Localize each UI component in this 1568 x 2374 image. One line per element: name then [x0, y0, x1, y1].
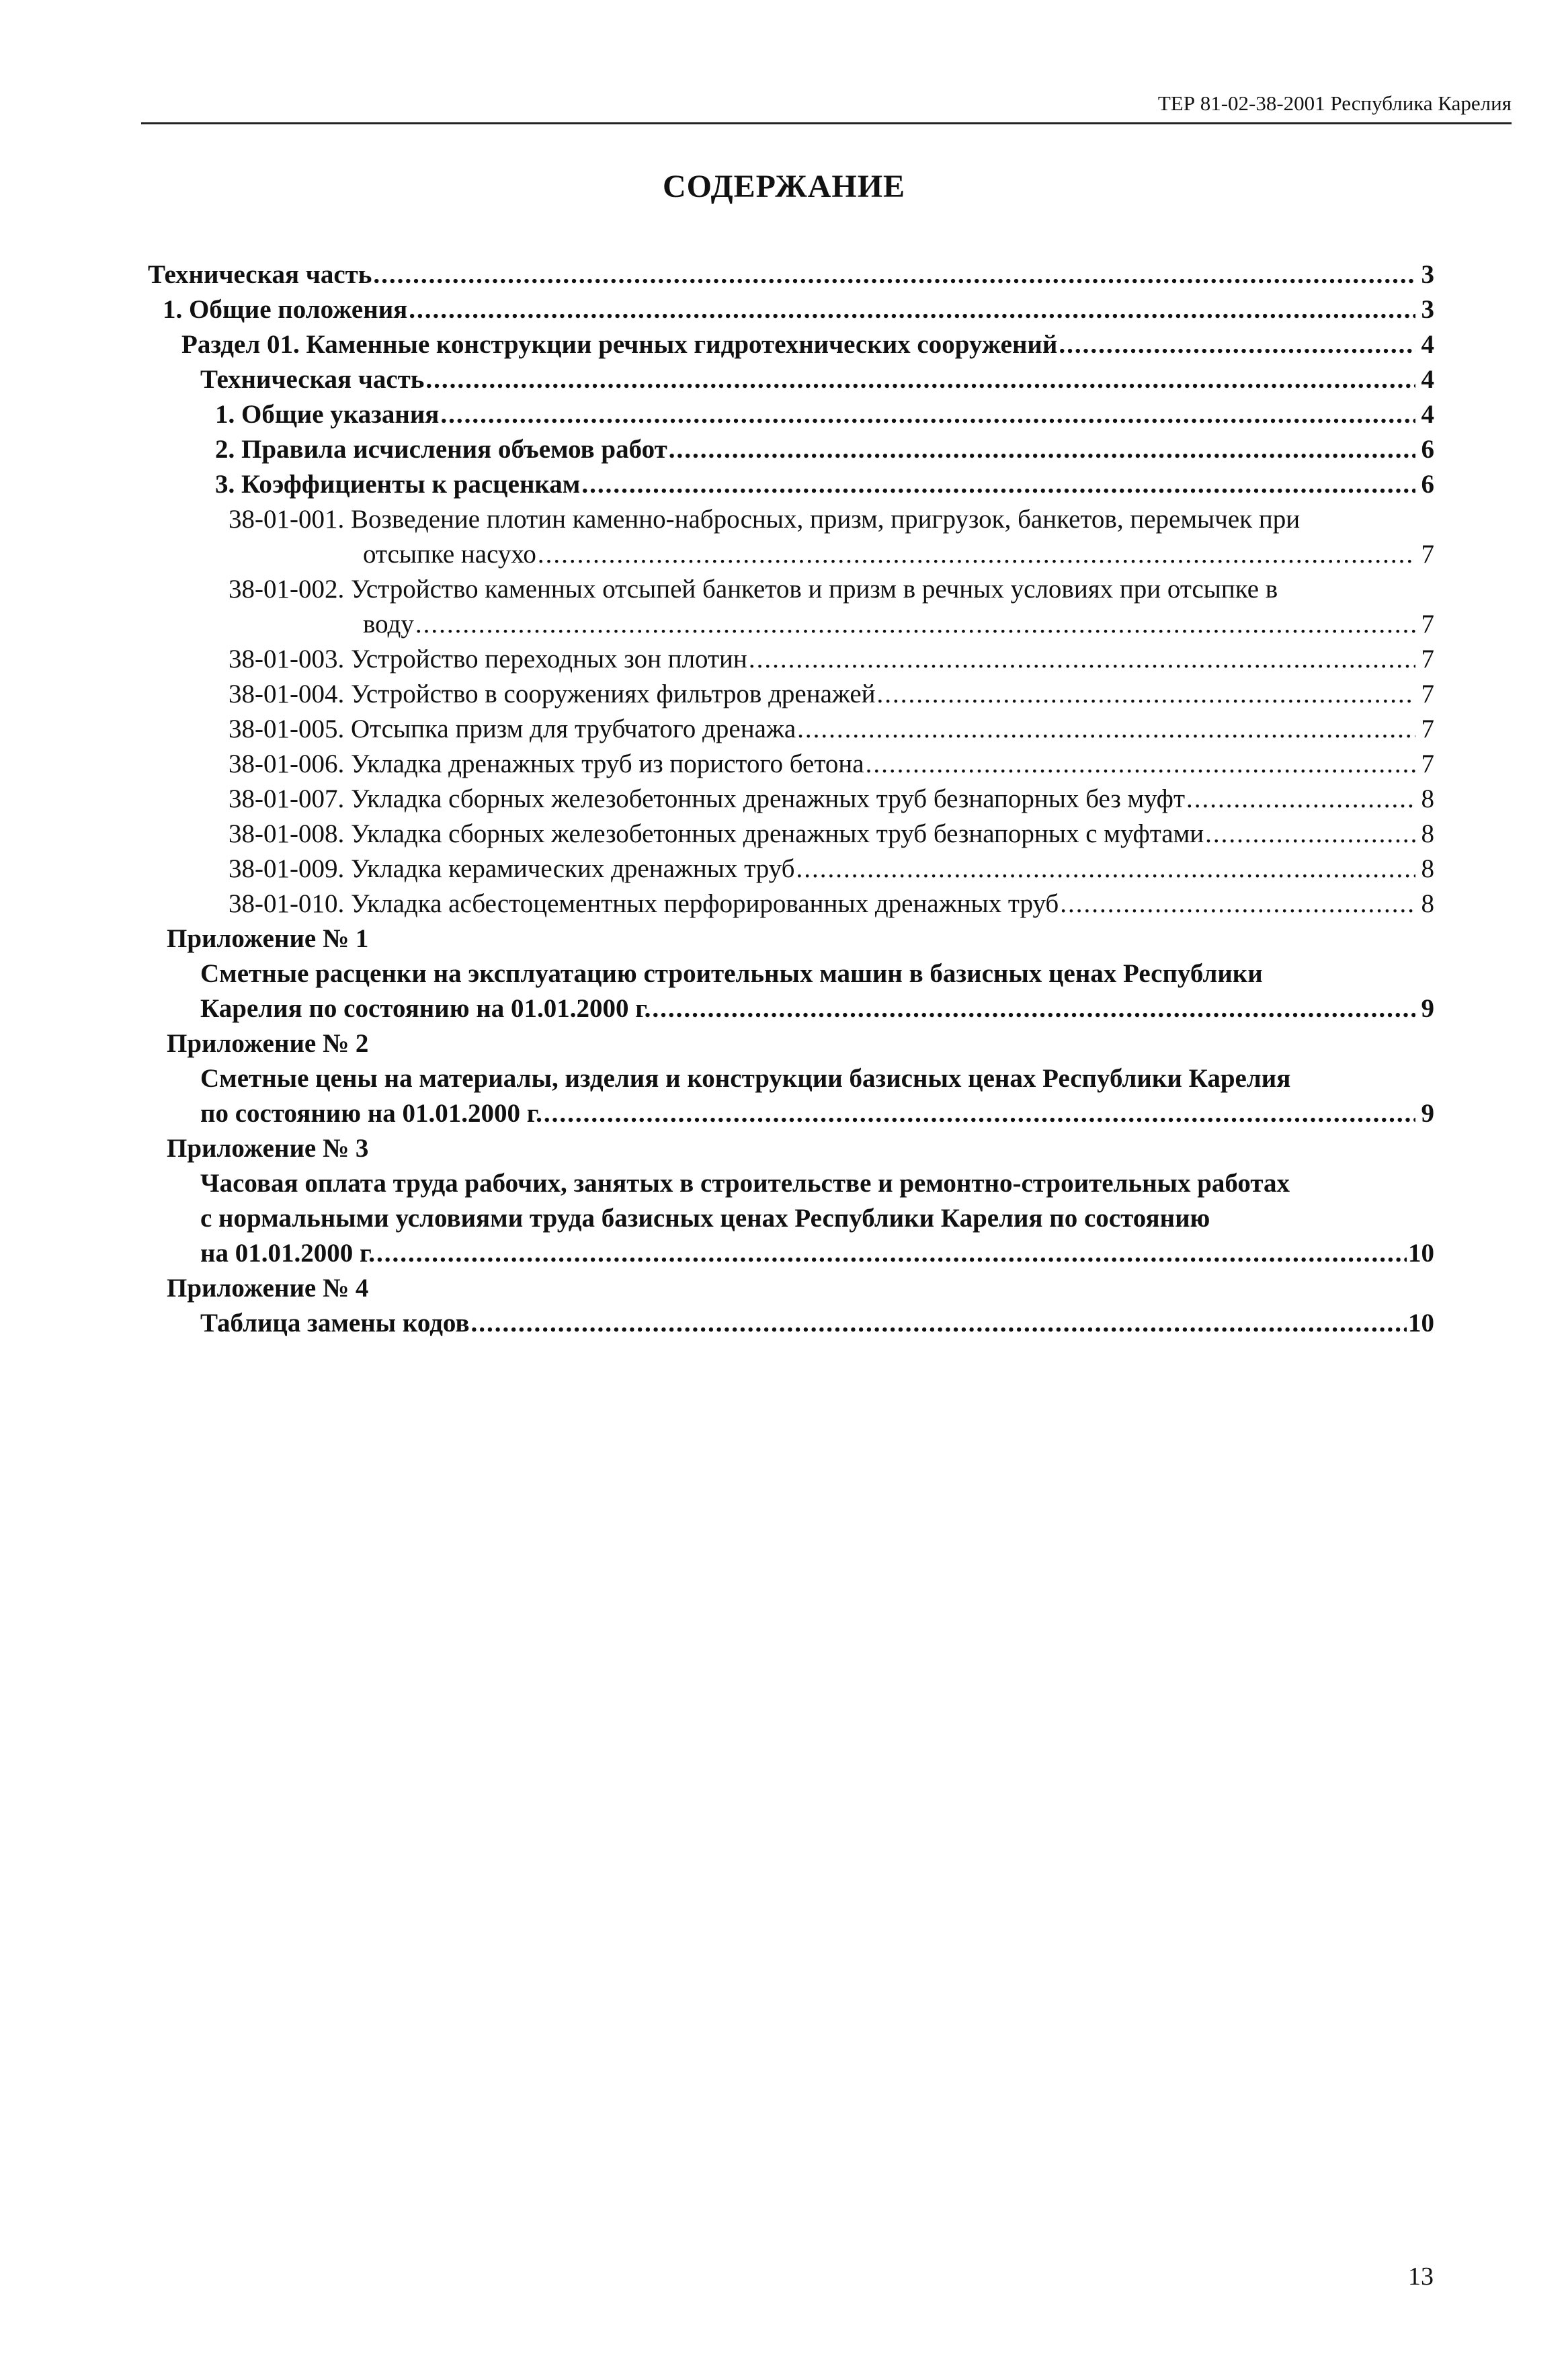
toc-page-number: 4 [1421, 400, 1434, 429]
toc-entry-text: Укладка сборных железобетонных дренажных труб безнапорных с муфтами [350, 819, 1204, 848]
toc-entry-text: Часовая оплата труда рабочих, занятых в строительстве и ремонтно-строительных работах [200, 1169, 1290, 1198]
toc-entry [148, 1062, 1434, 1096]
toc-entry-text: Укладка асбестоцементных перфорированных дренажных труб [350, 889, 1059, 918]
toc-entry-code: 38-01-001. [229, 505, 345, 534]
toc-entry-text: Укладка дренажных труб из пористого бетона [350, 749, 864, 778]
toc-entry-code: 38-01-010. [229, 889, 345, 918]
toc-entry [148, 887, 1434, 921]
toc-entry-text: Сметные расценки на эксплуатацию строительных машин в базисных ценах Республики [200, 959, 1263, 988]
toc-page-number: 6 [1421, 470, 1434, 499]
toc-entry-text: по состоянию на 01.01.2000 г. [200, 1099, 542, 1128]
toc-entry-text: Устройство переходных зон плотин [350, 645, 747, 673]
toc-line [215, 468, 1434, 501]
toc-entry [148, 712, 1434, 746]
toc-entry [148, 1307, 1434, 1340]
toc-line [215, 398, 1434, 432]
toc-line [229, 678, 1434, 711]
toc-line [229, 887, 1434, 921]
toc-entry-text: Устройство в сооружениях фильтров дренажей [350, 680, 876, 708]
toc-page-number: 3 [1421, 295, 1434, 324]
toc-entry [148, 398, 1434, 432]
toc-line [229, 573, 1434, 606]
toc-line [363, 608, 1434, 641]
toc-entry-text: Устройство каменных отсыпей банкетов и призм в речных условиях при отсыпке в [350, 575, 1278, 604]
toc-entry-continuation [148, 538, 1434, 571]
toc-entry-text: отсыпке насухо [363, 540, 536, 569]
toc-entry-text: Возведение плотин каменно-набросных, призм, пригрузок, банкетов, перемычек при [350, 505, 1301, 534]
toc-entry-text: с нормальными условиями труда базисных ценах Республики Карелия по состоянию [200, 1204, 1210, 1233]
toc-entry [148, 1027, 1434, 1061]
toc-line [229, 503, 1434, 536]
dot-leader [877, 678, 1415, 711]
toc-entry [148, 433, 1434, 466]
toc-entry-code: 38-01-003. [229, 645, 345, 673]
toc-entry-code: 38-01-009. [229, 854, 345, 883]
toc-page-number: 10 [1408, 1239, 1434, 1268]
toc-line [167, 1132, 1434, 1165]
dot-leader [581, 468, 1415, 501]
dot-leader [1186, 782, 1415, 816]
dot-leader [425, 363, 1415, 397]
toc-entry-text: 1. Общие указания [215, 400, 440, 429]
toc-line [229, 782, 1434, 816]
dot-leader [749, 643, 1415, 676]
toc-line [229, 747, 1434, 781]
toc-entry-text: 1. Общие положения [163, 295, 408, 324]
toc-entry [148, 992, 1434, 1026]
header-divider [141, 122, 1512, 124]
dot-leader [373, 258, 1415, 292]
toc-page-number: 9 [1421, 994, 1434, 1023]
toc-page-number: 8 [1421, 854, 1434, 883]
toc-entry [148, 852, 1434, 886]
page-title: СОДЕРЖАНИЕ [662, 169, 906, 204]
toc-line [229, 643, 1434, 676]
toc-entry-code: 38-01-007. [229, 784, 345, 813]
dot-leader [1205, 817, 1415, 851]
dot-leader [544, 1097, 1415, 1131]
dot-leader [1060, 887, 1415, 921]
dot-leader [376, 1237, 1407, 1270]
toc-page-number: 10 [1408, 1309, 1434, 1338]
toc-page-number: 4 [1421, 330, 1434, 359]
dot-leader [669, 433, 1415, 466]
dot-leader [471, 1307, 1407, 1340]
toc-line [148, 258, 1434, 292]
toc-entry-text: Приложение № 3 [167, 1134, 369, 1163]
dot-leader [409, 293, 1415, 327]
toc-line [200, 363, 1434, 397]
toc-line [200, 1062, 1434, 1096]
toc-entry-text: Приложение № 1 [167, 924, 369, 953]
toc-line [215, 433, 1434, 466]
page-number: 13 [1408, 2262, 1434, 2291]
toc-line [363, 538, 1434, 571]
toc-entry-text: Приложение № 4 [167, 1274, 369, 1303]
toc-entry-text: Сметные цены на материалы, изделия и конструкции базисных ценах Республики Карелия [200, 1064, 1291, 1093]
toc-line [167, 922, 1434, 956]
toc-entry [148, 1167, 1434, 1200]
toc-page-number: 4 [1421, 365, 1434, 394]
toc-page-number: 8 [1421, 889, 1434, 918]
toc-entry-code: 38-01-005. [229, 714, 345, 743]
toc-line [229, 712, 1434, 746]
toc-entry [148, 678, 1434, 711]
toc-entry [148, 328, 1434, 362]
toc-entry-code: 38-01-006. [229, 749, 345, 778]
toc-entry [148, 747, 1434, 781]
toc-page-number: 3 [1421, 260, 1434, 289]
toc-page-number: 9 [1421, 1099, 1434, 1128]
dot-leader [652, 992, 1415, 1026]
toc-entry [148, 363, 1434, 397]
toc-page-number: 7 [1421, 540, 1434, 569]
toc-entry-text: на 01.01.2000 г. [200, 1239, 376, 1268]
toc-entry [148, 1202, 1434, 1235]
toc-line [229, 852, 1434, 886]
toc-line [167, 1027, 1434, 1061]
toc-line [200, 1307, 1434, 1340]
toc-entry [148, 503, 1434, 536]
dot-leader [866, 747, 1415, 781]
toc-line [163, 293, 1434, 327]
toc-entry [148, 817, 1434, 851]
toc-line [229, 817, 1434, 851]
toc-entry-text: Укладка сборных железобетонных дренажных труб безнапорных без муфт [350, 784, 1185, 813]
toc-entry-code: 38-01-008. [229, 819, 345, 848]
toc-line [200, 1202, 1434, 1235]
toc-line [181, 328, 1434, 362]
toc-entry-code: 38-01-004. [229, 680, 345, 708]
dot-leader [538, 538, 1415, 571]
toc-page-number: 7 [1421, 610, 1434, 639]
dot-leader [797, 712, 1415, 746]
toc-entry-text: Раздел 01. Каменные конструкции речных гидротехнических сооружений [181, 330, 1058, 359]
toc-page-number: 7 [1421, 645, 1434, 673]
toc-page-number: 8 [1421, 784, 1434, 813]
toc-entry-code: 38-01-002. [229, 575, 345, 604]
toc-entry [148, 1132, 1434, 1165]
toc-entry [148, 1097, 1434, 1131]
toc-entry-text: Техническая часть [148, 260, 372, 289]
toc-line [200, 1167, 1434, 1200]
toc-page-number: 7 [1421, 749, 1434, 778]
toc-line [200, 957, 1434, 991]
toc-page-number: 7 [1421, 680, 1434, 708]
toc-line [200, 1097, 1434, 1131]
toc-entry-text: Таблица замены кодов [200, 1309, 470, 1338]
toc-page-number: 8 [1421, 819, 1434, 848]
toc-entry [148, 573, 1434, 606]
toc-entry [148, 1272, 1434, 1305]
toc-entry [148, 293, 1434, 327]
toc-entry-continuation [148, 608, 1434, 641]
toc-entry [148, 782, 1434, 816]
toc-entry [148, 922, 1434, 956]
toc-entry-text: Техническая часть [200, 365, 425, 394]
dot-leader [440, 398, 1415, 432]
dot-leader [1059, 328, 1415, 362]
toc-line [200, 992, 1434, 1026]
dot-leader [796, 852, 1415, 886]
toc-page-number: 6 [1421, 435, 1434, 464]
toc-entry-text: воду [363, 610, 414, 639]
toc-entry [148, 1237, 1434, 1270]
toc-entry [148, 468, 1434, 501]
toc-entry [148, 643, 1434, 676]
toc-line [167, 1272, 1434, 1305]
toc-entry-text: Укладка керамических дренажных труб [350, 854, 795, 883]
toc-entry [148, 957, 1434, 991]
dot-leader [415, 608, 1415, 641]
toc-page-number: 7 [1421, 714, 1434, 743]
toc-entry-text: 3. Коэффициенты к расценкам [215, 470, 581, 499]
toc-line [200, 1237, 1434, 1270]
toc-entry-text: 2. Правила исчисления объемов работ [215, 435, 667, 464]
toc-entry-text: Отсыпка призм для трубчатого дренажа [350, 714, 796, 743]
toc-entry-text: Карелия по состоянию на 01.01.2000 г. [200, 994, 651, 1023]
running-header: ТЕР 81-02-38-2001 Республика Карелия [1157, 91, 1512, 115]
toc-entry [148, 258, 1434, 292]
toc-entry-text: Приложение № 2 [167, 1029, 369, 1058]
